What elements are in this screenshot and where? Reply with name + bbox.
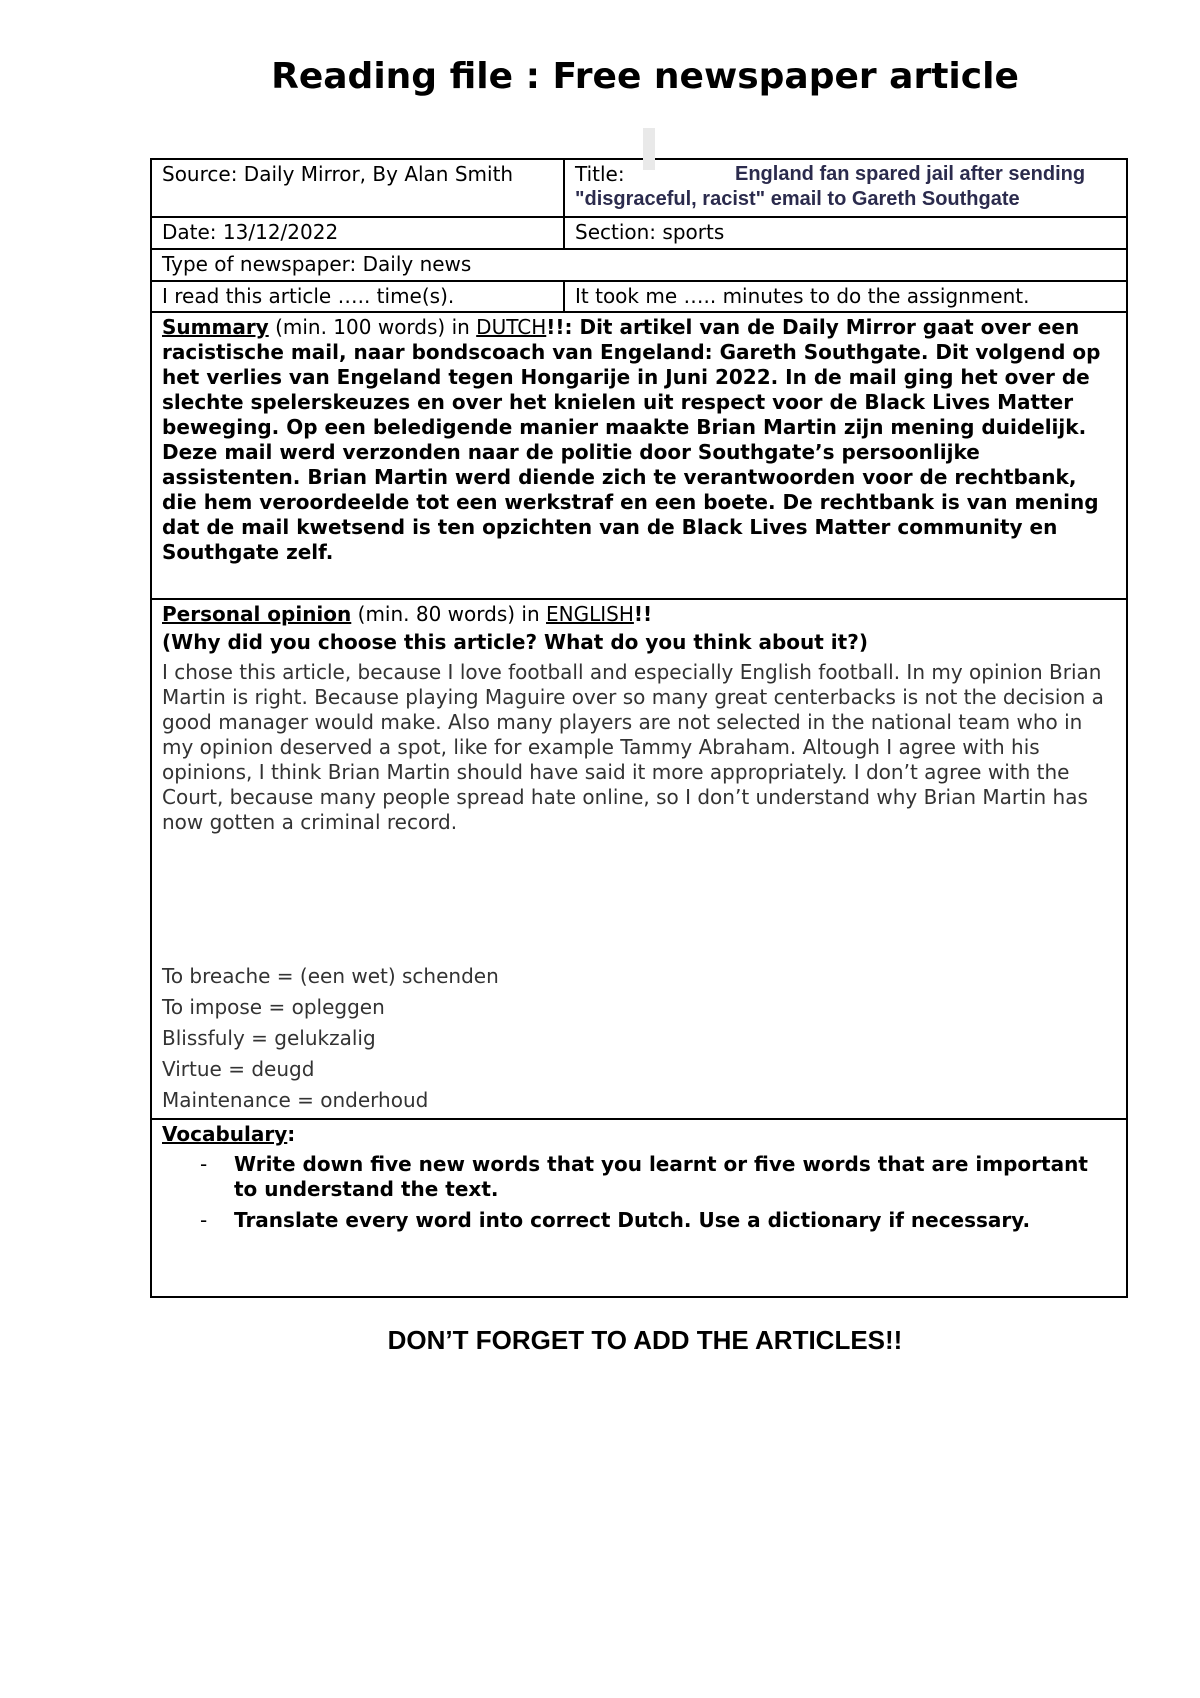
word-list-item: Virtue = deugd — [162, 1057, 315, 1081]
page-title: Reading file : Free newspaper article — [271, 56, 1019, 97]
source-value: Daily Mirror, By Alan Smith — [243, 162, 514, 186]
opinion-text: I chose this article, because I love football and especially English football. In my opinion Brian Martin is right. Because playing Maguire over so many great centerbacks is not the decision a good manager would make. Also many players are not selected in the national team who in my opinion deserved a spot, like for example Tammy Abraham. Altough I agree with his opinions, I think Brian Martin should have said it more appropriately. I don’t agree with the Court, because many people spread hate online, so I don’t understand why Brian Martin has now gotten a criminal record. — [162, 660, 1104, 834]
column-divider — [563, 158, 565, 248]
section-value: sports — [662, 220, 725, 244]
opinion-requirement-end: !! — [633, 602, 653, 626]
opinion-language: ENGLISH — [546, 602, 634, 626]
vocabulary-instructions — [162, 1152, 1117, 1233]
date-cell — [162, 220, 557, 245]
summary-requirement: (min. 100 words) in — [268, 315, 477, 339]
summary-requirement-end: !!: — [546, 315, 580, 339]
date-value: 13/12/2022 — [222, 220, 339, 244]
summary-label: Summary — [162, 315, 269, 339]
opinion-heading — [162, 602, 1117, 627]
row-divider — [150, 216, 1128, 218]
row-divider — [150, 598, 1128, 600]
opinion-question: (Why did you choose this article? What do you think about it?) — [162, 630, 868, 654]
article-title: England fan spared jail after sending "disgraceful, racist" email to Gareth Southgate — [575, 163, 1086, 210]
section-cell — [575, 220, 1120, 245]
newspaper-type-cell — [162, 252, 1112, 277]
instruction-item: - Write down five new words that you learnt or five words that are important to understand the text. — [200, 1152, 1088, 1201]
column-divider — [563, 282, 565, 312]
title-cell — [575, 162, 1120, 212]
date-label: Date: — [162, 220, 217, 244]
word-list-item: Maintenance = onderhoud — [162, 1088, 429, 1112]
read-times-cell: I read this article ….. time(s). — [162, 284, 455, 308]
word-list-item: To breache = (een wet) schenden — [162, 964, 499, 988]
instruction-item: - Translate every word into correct Dutch. Use a dictionary if necessary. — [200, 1208, 1031, 1232]
opinion-label: Personal opinion — [162, 602, 352, 626]
opinion-requirement: (min. 80 words) in — [351, 602, 547, 626]
row-divider — [150, 311, 1128, 313]
row-divider — [150, 280, 1128, 282]
word-list — [162, 961, 1062, 1116]
newspaper-type-value: Daily news — [362, 252, 472, 276]
summary-language: DUTCH — [476, 315, 547, 339]
title-label: Title: — [575, 162, 625, 186]
newspaper-type-label: Type of newspaper: — [162, 252, 357, 276]
source-label: Source: — [162, 162, 238, 186]
footer-reminder: DON’T FORGET TO ADD THE ARTICLES!! — [387, 1325, 903, 1355]
word-list-item: To impose = opleggen — [162, 995, 385, 1019]
vocabulary-label: Vocabulary — [162, 1122, 288, 1146]
vocabulary-section — [162, 1122, 1117, 1239]
summary-text: Dit artikel van de Daily Mirror gaat over een racistische mail, naar bondscoach van Engeland: Gareth Southgate. Dit volgend op het verlies van Engeland tegen Hongarije in Juni 2022. In de mail ging het over de slechte spelerskeuzes en over het knielen uit respect voor de Black Lives Matter beweging. Op een beledigende manier maakte Brian Martin zijn mening duidelijk. Deze mail werd verzonden naar de politie door Southgate’s persoonlijke assistenten. Brian Martin werd diende zich te verantwoorden voor de rechtbank, die hem veroordeelde tot een werkstraf en een boete. De rechtbank is van mening dat de mail kwetsend is ten opzichten van de Black Lives Matter community en Southgate zelf. — [162, 315, 1101, 564]
time-taken-cell: It took me ….. minutes to do the assignment. — [575, 284, 1030, 308]
vocabulary-heading — [162, 1122, 1117, 1147]
word-list-item: Blissfuly = gelukzalig — [162, 1026, 376, 1050]
vocabulary-colon: : — [287, 1122, 296, 1146]
row-divider — [150, 1118, 1128, 1120]
assignment-table — [150, 158, 1128, 1298]
section-label: Section: — [575, 220, 657, 244]
opinion-section — [162, 602, 1117, 835]
source-cell — [162, 162, 557, 187]
summary-section — [162, 315, 1112, 565]
row-divider — [150, 248, 1128, 250]
